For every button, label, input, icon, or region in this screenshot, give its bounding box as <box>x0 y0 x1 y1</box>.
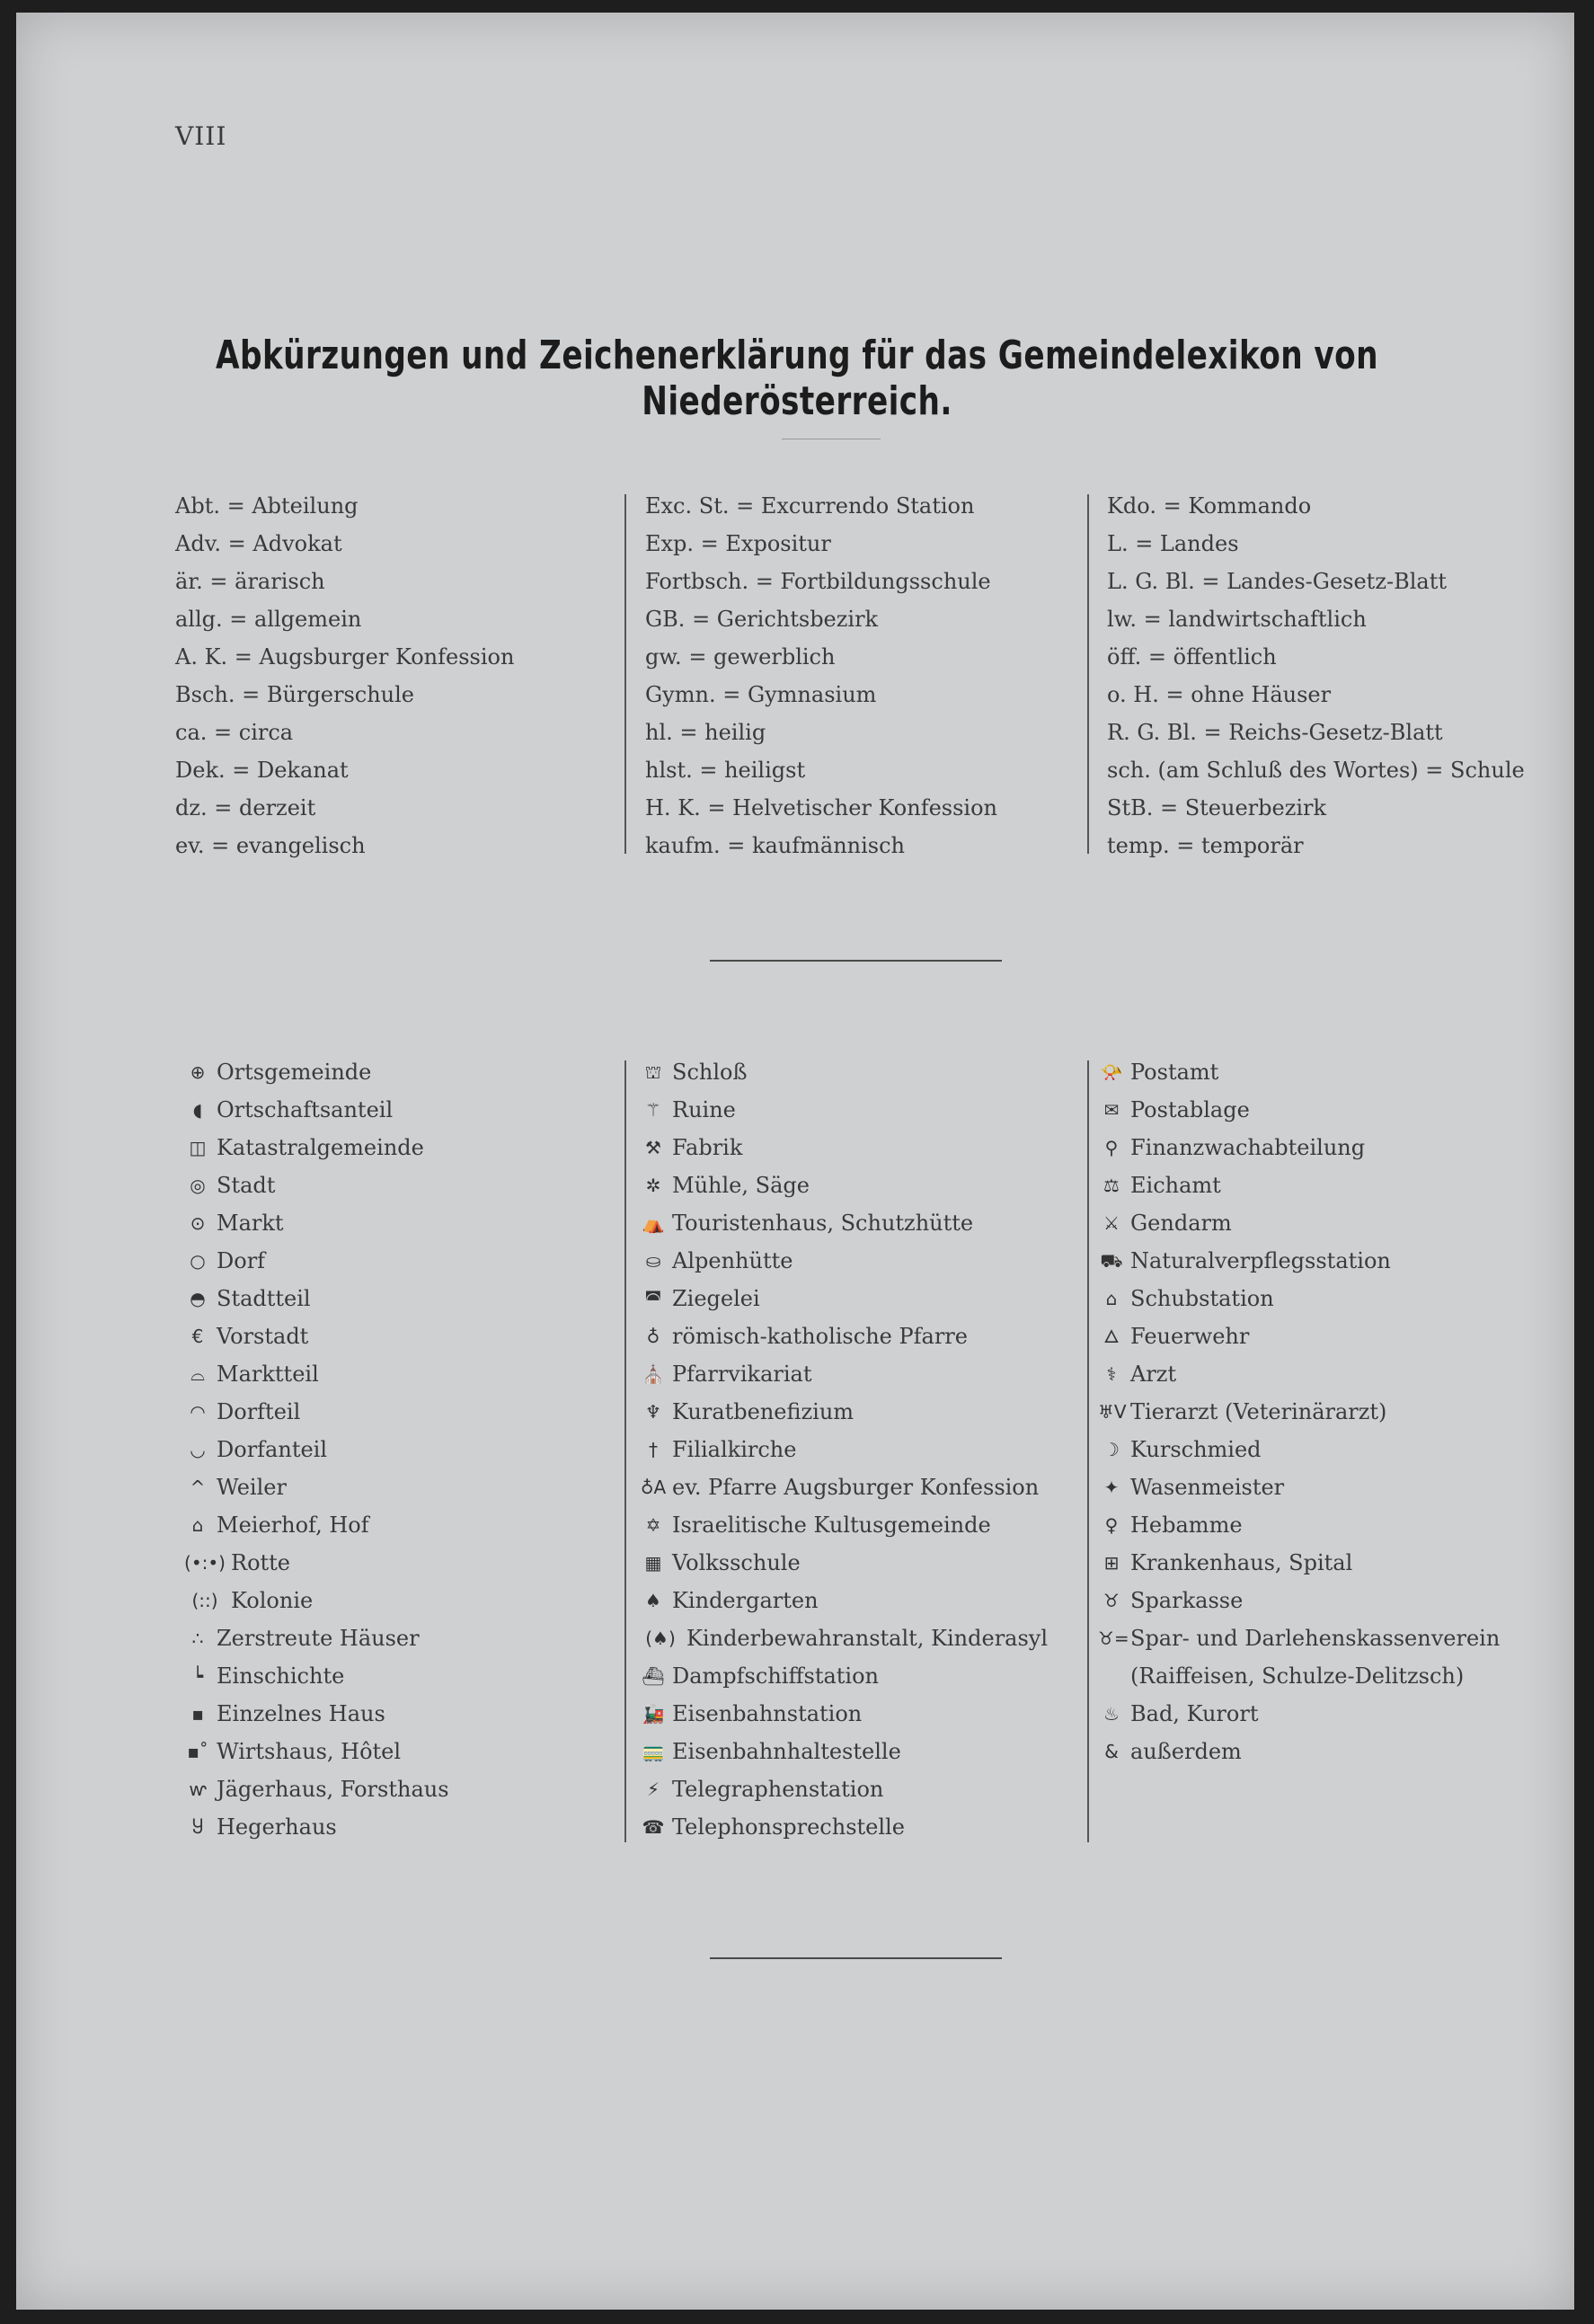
symbol-entry <box>640 1468 1048 1506</box>
map-symbol-icon: ☽ <box>1103 1439 1120 1460</box>
abbreviation-entry: är. = ärarisch <box>175 569 325 594</box>
symbol-entry <box>640 1242 1048 1280</box>
symbol-entry <box>640 1695 1048 1733</box>
symbol-entry <box>1098 1317 1500 1355</box>
abbreviation-entry: L. = Landes <box>1107 531 1239 556</box>
symbol-label: Fabrik <box>672 1135 743 1160</box>
map-symbol-icon: € <box>191 1326 204 1347</box>
symbol-entry <box>640 1733 1048 1770</box>
symbol-label: Dampfschiffstation <box>672 1663 879 1689</box>
map-symbol-icon: ⌓ <box>190 1363 205 1385</box>
map-symbol-icon: ⊕ <box>190 1061 206 1083</box>
map-symbol-icon: ◖ <box>192 1099 203 1121</box>
map-symbol-icon: † <box>649 1439 658 1460</box>
abbreviation-entry: Dek. = Dekanat <box>175 758 349 783</box>
map-symbol-icon: ⚖ <box>1103 1175 1120 1196</box>
abbreviation-entry: temp. = temporär <box>1107 833 1304 858</box>
abbreviation-entry: Gymn. = Gymnasium <box>645 682 877 707</box>
symbol-entry <box>640 1204 1048 1242</box>
symbol-entry <box>640 1582 1048 1619</box>
map-symbol-icon: ✦ <box>1103 1477 1120 1498</box>
symbol-label: Telegraphenstation <box>672 1777 884 1802</box>
map-symbol-icon: & <box>1104 1741 1119 1762</box>
map-symbol-icon: ♆ <box>645 1401 661 1423</box>
symbol-label: Kolonie <box>231 1588 314 1613</box>
map-symbol-icon: ⊙ <box>190 1212 206 1234</box>
symbol-entry <box>184 1808 449 1846</box>
map-symbol-icon: ┕ <box>191 1665 204 1687</box>
symbol-label: römisch-katholische Pfarre <box>672 1324 968 1349</box>
map-symbol-icon: ▪˚ <box>187 1741 208 1762</box>
symbols-column-1 <box>184 1053 449 1846</box>
symbol-label: Telephonsprechstelle <box>672 1814 905 1840</box>
symbol-label: Dorfteil <box>217 1399 301 1424</box>
symbol-label: Marktteil <box>217 1362 319 1387</box>
bottom-divider <box>710 1957 1002 1959</box>
symbol-entry <box>1098 1544 1500 1582</box>
map-symbol-icon: ♁ <box>646 1326 660 1347</box>
symbol-label: Vorstadt <box>217 1324 309 1349</box>
map-symbol-icon: ♅V <box>1098 1401 1127 1423</box>
symbol-entry <box>184 1468 449 1506</box>
symbol-label: Krankenhaus, Spital <box>1130 1550 1353 1575</box>
symbol-entry <box>1098 1129 1500 1166</box>
symbol-label: Eisenbahnstation <box>672 1701 863 1726</box>
symbol-label: Mühle, Säge <box>672 1173 810 1198</box>
map-symbol-icon: ⚡ <box>646 1778 660 1800</box>
symbol-label: Schubstation <box>1130 1286 1274 1311</box>
symbol-entry <box>1098 1280 1500 1317</box>
map-symbol-icon: ⱳ <box>189 1778 207 1800</box>
map-symbol-icon: ⊞ <box>1103 1552 1120 1574</box>
symbol-entry <box>184 1280 449 1317</box>
abbreviation-entry: hlst. = heiligst <box>645 758 806 783</box>
map-symbol-icon: 🚃 <box>642 1741 665 1762</box>
symbol-label: Eisenbahnhaltestelle <box>672 1739 901 1764</box>
symbol-entry <box>184 1166 449 1204</box>
abbreviation-entry: allg. = allgemein <box>175 607 362 632</box>
map-symbol-icon: ◓ <box>190 1288 206 1309</box>
symbol-entry <box>184 1657 449 1695</box>
symbol-entry <box>1098 1582 1500 1619</box>
symbol-label: Gendarm <box>1130 1211 1232 1236</box>
symbol-label: Weiler <box>217 1475 287 1500</box>
symbol-entry <box>184 1431 449 1468</box>
symbol-entry <box>640 1619 1048 1657</box>
abbreviation-entry: R. G. Bl. = Reichs-Gesetz-Blatt <box>1107 720 1443 745</box>
symbol-label: Hegerhaus <box>217 1814 337 1840</box>
symbol-entry <box>1098 1242 1500 1280</box>
symbol-entry <box>184 1770 449 1808</box>
symbol-entry <box>184 1619 449 1657</box>
map-symbol-icon: ✡ <box>645 1514 661 1536</box>
abbreviation-entry: Bsch. = Bürgerschule <box>175 682 415 707</box>
symbol-label: ev. Pfarre Augsburger Konfession <box>672 1475 1040 1500</box>
abbreviation-entry: o. H. = ohne Häuser <box>1107 682 1332 707</box>
symbol-entry <box>1098 1053 1500 1091</box>
symbol-label: Israelitische Kultusgemeinde <box>672 1512 991 1538</box>
symbol-entry <box>184 1317 449 1355</box>
abbreviation-entry: Exc. St. = Excurrendo Station <box>645 493 975 519</box>
symbol-entry <box>1098 1506 1500 1544</box>
map-symbol-icon: ◎ <box>190 1175 206 1196</box>
symbol-label: Volksschule <box>672 1550 801 1575</box>
map-symbol-icon: ^ <box>190 1477 206 1498</box>
symbol-entry <box>184 1053 449 1091</box>
map-symbol-icon: Ⴘ <box>191 1816 204 1838</box>
column-divider <box>624 1060 626 1842</box>
map-symbol-icon: ○ <box>190 1250 206 1272</box>
symbol-entry <box>640 1091 1048 1129</box>
symbol-label: Arzt <box>1130 1362 1177 1387</box>
symbol-entry <box>640 1544 1048 1582</box>
symbol-label: Kinderbewahranstalt, Kinderasyl <box>686 1626 1049 1651</box>
symbol-entry <box>640 1129 1048 1166</box>
abbreviation-entry: Adv. = Advokat <box>175 531 342 556</box>
abbreviation-entry: GB. = Gerichtsbezirk <box>645 607 879 632</box>
map-symbol-icon: (•:•) <box>184 1552 226 1574</box>
abbreviation-entry: kaufm. = kaufmännisch <box>645 833 906 858</box>
symbol-entry <box>184 1544 449 1582</box>
abbreviation-entry: Kdo. = Kommando <box>1107 493 1312 519</box>
symbol-entry <box>1098 1733 1500 1770</box>
symbol-label: Sparkasse <box>1130 1588 1244 1613</box>
symbol-label: Jägerhaus, Forsthaus <box>217 1777 449 1802</box>
map-symbol-icon: ◚ <box>644 1288 662 1309</box>
symbol-label: Schloß <box>672 1060 748 1085</box>
symbol-entry <box>184 1733 449 1770</box>
abbreviations-column-3 <box>1107 487 1525 865</box>
symbol-entry <box>640 1657 1048 1695</box>
symbol-entry <box>1098 1695 1500 1733</box>
symbol-label: Ziegelei <box>672 1286 760 1311</box>
symbol-label: Postablage <box>1130 1097 1250 1122</box>
map-symbol-icon: ✲ <box>645 1175 661 1196</box>
abbreviation-entry: Abt. = Abteilung <box>175 493 359 519</box>
symbols-column-3 <box>1098 1053 1500 1770</box>
map-symbol-icon: 🚂 <box>642 1703 665 1725</box>
symbol-entry <box>184 1393 449 1431</box>
map-symbol-icon: ∴ <box>191 1628 204 1649</box>
symbol-label: Postamt <box>1130 1060 1219 1085</box>
map-symbol-icon: ▦ <box>644 1552 662 1574</box>
symbol-label: Kurschmied <box>1130 1437 1262 1462</box>
symbol-entry <box>640 1317 1048 1355</box>
map-symbol-icon: ♉ <box>1103 1590 1120 1611</box>
abbreviation-entry: hl. = heilig <box>645 720 766 745</box>
symbol-entry <box>184 1242 449 1280</box>
map-symbol-icon: ♉= <box>1098 1628 1129 1649</box>
symbol-entry <box>1098 1166 1500 1204</box>
symbol-label: Touristenhaus, Schutzhütte <box>672 1211 974 1236</box>
symbol-entry <box>184 1355 449 1393</box>
symbol-label: Meierhof, Hof <box>217 1512 369 1538</box>
symbol-label: Markt <box>217 1211 284 1236</box>
map-symbol-icon: ♠ <box>645 1590 661 1611</box>
map-symbol-icon: (♠) <box>645 1628 676 1649</box>
abbreviation-entry: lw. = landwirtschaftlich <box>1107 607 1367 632</box>
symbol-label: Kuratbenefizium <box>672 1399 855 1424</box>
column-divider <box>1087 1060 1089 1842</box>
map-symbol-icon: ⛴ <box>642 1665 665 1687</box>
symbol-entry <box>1098 1355 1500 1393</box>
abbreviations-column-1 <box>175 487 514 865</box>
symbol-label: Rotte <box>231 1550 291 1575</box>
symbol-label: Ortschaftsanteil <box>217 1097 394 1122</box>
symbol-label: Bad, Kurort <box>1130 1701 1259 1726</box>
map-symbol-icon: ◠ <box>190 1401 206 1423</box>
map-symbol-icon: ⛟ <box>1100 1250 1123 1272</box>
map-symbol-icon: ⛺ <box>642 1212 665 1234</box>
abbreviation-entry: sch. (am Schluß des Wortes) = Schule <box>1107 758 1525 783</box>
map-symbol-icon: ◡ <box>190 1439 206 1460</box>
column-divider <box>624 494 626 854</box>
symbol-label: (Raiffeisen, Schulze-Delitzsch) <box>1130 1663 1465 1689</box>
symbol-entry <box>1098 1657 1500 1695</box>
symbol-label: Filialkirche <box>672 1437 797 1462</box>
abbreviation-entry: A. K. = Augsburger Konfession <box>175 644 515 670</box>
map-symbol-icon: 🜂 <box>1103 1326 1120 1347</box>
abbreviation-entry: Exp. = Expositur <box>645 531 831 556</box>
abbreviation-entry: ev. = evangelisch <box>175 833 366 858</box>
abbreviation-entry: dz. = derzeit <box>175 795 316 820</box>
symbol-label: Hebamme <box>1130 1512 1243 1538</box>
map-symbol-icon: ⚲ <box>1104 1137 1119 1158</box>
map-symbol-icon: ⌂ <box>191 1514 204 1536</box>
symbol-label: Eichamt <box>1130 1173 1221 1198</box>
symbol-label: Pfarrvikariat <box>672 1362 812 1387</box>
abbreviation-entry: ca. = circa <box>175 720 294 745</box>
symbol-label: Einzelnes Haus <box>217 1701 385 1726</box>
symbol-label: außerdem <box>1130 1739 1242 1764</box>
column-divider <box>1087 494 1089 854</box>
map-symbol-icon: ⛪ <box>642 1363 665 1385</box>
symbol-entry <box>640 1053 1048 1091</box>
symbol-label: Spar- und Darlehenskassenverein <box>1130 1626 1501 1651</box>
symbol-entry <box>640 1431 1048 1468</box>
symbol-entry <box>640 1280 1048 1317</box>
abbreviation-entry: öff. = öffentlich <box>1107 644 1277 670</box>
symbol-entry <box>1098 1091 1500 1129</box>
symbol-label: Katastralgemeinde <box>217 1135 424 1160</box>
symbol-label: Finanzwachabteilung <box>1130 1135 1366 1160</box>
section-divider <box>710 960 1002 962</box>
map-symbol-icon: ♀ <box>1104 1514 1119 1536</box>
abbreviation-entry: L. G. Bl. = Landes-Gesetz-Blatt <box>1107 569 1447 594</box>
symbol-entry <box>1098 1431 1500 1468</box>
map-symbol-icon: ⚕ <box>1106 1363 1117 1385</box>
symbol-entry <box>184 1091 449 1129</box>
abbreviation-entry: Fortbsch. = Fortbildungsschule <box>645 569 991 594</box>
symbol-entry <box>640 1393 1048 1431</box>
map-symbol-icon: (::) <box>191 1590 218 1611</box>
symbol-label: Tierarzt (Veterinärarzt) <box>1130 1399 1387 1424</box>
symbol-entry <box>1098 1204 1500 1242</box>
symbol-entry <box>640 1355 1048 1393</box>
abbreviation-entry: gw. = gewerblich <box>645 644 836 670</box>
symbol-entry <box>184 1129 449 1166</box>
symbol-label: Alpenhütte <box>672 1248 793 1273</box>
symbol-label: Ortsgemeinde <box>217 1060 372 1085</box>
symbol-label: Feuerwehr <box>1130 1324 1250 1349</box>
symbols-column-2 <box>640 1053 1048 1846</box>
symbol-label: Kindergarten <box>672 1588 819 1613</box>
symbol-label: Stadt <box>217 1173 276 1198</box>
symbol-entry <box>640 1506 1048 1544</box>
map-symbol-icon: ⚒ <box>645 1137 661 1158</box>
map-symbol-icon: ♁A <box>640 1477 667 1498</box>
map-symbol-icon: ⛀ <box>645 1250 661 1272</box>
map-symbol-icon: ▪ <box>191 1703 204 1725</box>
symbol-entry <box>640 1166 1048 1204</box>
map-symbol-icon: ⛫ <box>644 1061 662 1083</box>
abbreviations-column-2 <box>645 487 997 865</box>
symbol-label: Stadtteil <box>217 1286 311 1311</box>
page-title: Abkürzungen und Zeichenerklärung für das Gemeindelexikon von Niederösterreich. <box>216 333 1378 424</box>
symbol-entry <box>184 1582 449 1619</box>
symbol-entry <box>640 1808 1048 1846</box>
map-symbol-icon: ☎ <box>642 1816 665 1838</box>
symbol-label: Einschichte <box>217 1663 345 1689</box>
map-symbol-icon: 📯 <box>1100 1061 1123 1083</box>
map-symbol-icon: ⚔ <box>1103 1212 1120 1234</box>
symbol-label: Zerstreute Häuser <box>217 1626 420 1651</box>
map-symbol-icon: ◫ <box>189 1137 207 1158</box>
map-symbol-icon: ⚚ <box>645 1099 661 1121</box>
symbol-label: Naturalverpflegsstation <box>1130 1248 1391 1273</box>
symbol-entry <box>184 1695 449 1733</box>
symbol-entry <box>640 1770 1048 1808</box>
symbol-label: Dorf <box>217 1248 266 1273</box>
map-symbol-icon: ✉ <box>1103 1099 1120 1121</box>
page-number: VIII <box>175 121 227 151</box>
abbreviation-entry: StB. = Steuerbezirk <box>1107 795 1327 820</box>
symbol-entry <box>1098 1468 1500 1506</box>
symbol-entry <box>184 1506 449 1544</box>
symbol-label: Wirtshaus, Hôtel <box>217 1739 402 1764</box>
symbol-entry <box>1098 1619 1500 1657</box>
map-symbol-icon: ⌂ <box>1105 1288 1118 1309</box>
symbol-label: Wasenmeister <box>1130 1475 1285 1500</box>
abbreviation-entry: H. K. = Helvetischer Konfession <box>645 795 998 820</box>
symbol-label: Dorfanteil <box>217 1437 328 1462</box>
map-symbol-icon: ♨ <box>1103 1703 1120 1725</box>
symbol-entry <box>1098 1393 1500 1431</box>
symbol-label: Ruine <box>672 1097 736 1122</box>
symbol-entry <box>184 1204 449 1242</box>
